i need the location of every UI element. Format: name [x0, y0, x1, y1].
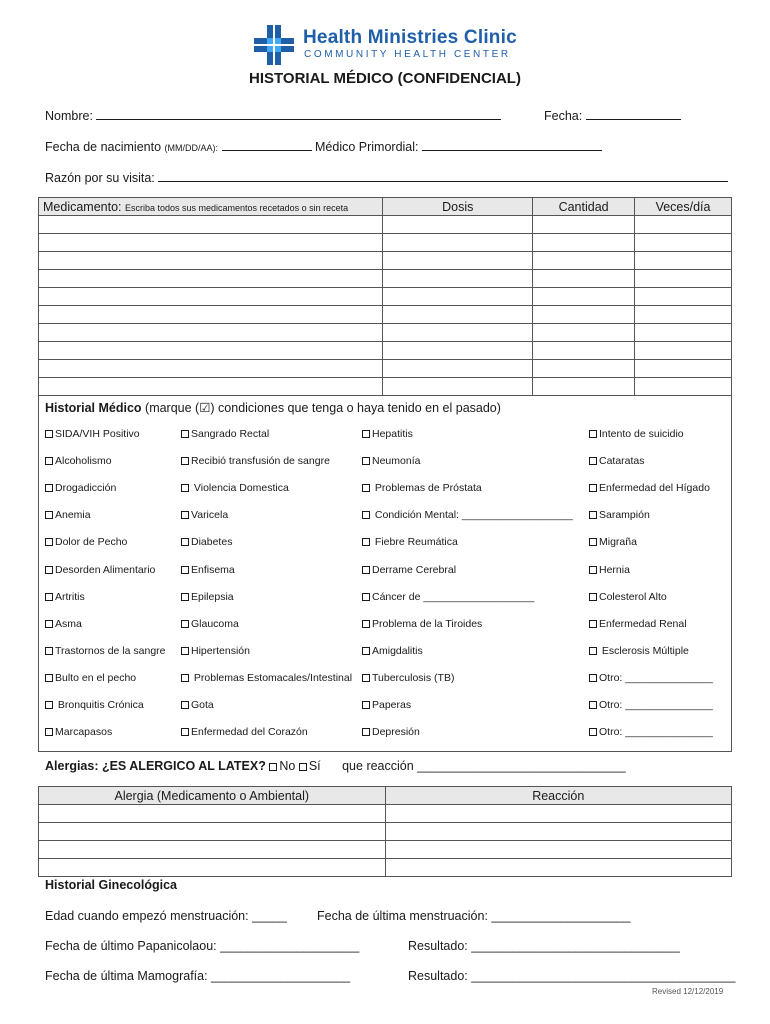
medication-row — [39, 270, 732, 288]
clinic-subtitle: COMMUNITY HEALTH CENTER — [304, 49, 511, 60]
checkbox-icon[interactable] — [362, 538, 370, 546]
condition-label: Sarampión — [599, 509, 650, 522]
condition-label: Bulto en el pecho — [55, 671, 137, 684]
checkbox-icon[interactable] — [181, 674, 189, 682]
checkbox-icon[interactable] — [362, 457, 370, 465]
latex-no-option[interactable] — [269, 759, 295, 773]
condition-checkbox-item[interactable] — [362, 536, 458, 548]
checkbox-icon[interactable] — [181, 620, 189, 628]
condition-label: Enfermedad del Corazón — [191, 726, 308, 739]
dob-field[interactable] — [45, 139, 602, 154]
medication-header-label: Medicamento: — [43, 199, 122, 214]
frequency-cell[interactable] — [635, 270, 732, 288]
quantity-cell[interactable] — [533, 288, 635, 306]
name-label: Nombre: — [45, 109, 93, 123]
condition-checkbox-item[interactable] — [181, 618, 239, 630]
latex-reaction-prompt: que reacción ______________________________ — [342, 759, 626, 773]
condition-label: Migraña — [599, 536, 637, 549]
condition-checkbox-item[interactable] — [45, 726, 112, 738]
checkbox-icon[interactable] — [181, 728, 189, 736]
dose-cell[interactable] — [383, 360, 533, 378]
condition-label: Desorden Alimentario — [55, 563, 156, 576]
reason-label: Razón por su visita: — [45, 171, 155, 185]
condition-label: Dolor de Pecho — [55, 536, 128, 549]
condition-label: Epilepsia — [191, 590, 234, 603]
condition-checkbox-item[interactable] — [181, 591, 234, 603]
checkbox-icon[interactable] — [45, 511, 53, 519]
checkbox-icon[interactable] — [45, 728, 53, 736]
quantity-cell[interactable] — [533, 252, 635, 270]
checkbox-icon[interactable] — [589, 620, 597, 628]
name-line[interactable] — [96, 108, 501, 120]
frequency-cell[interactable] — [635, 378, 732, 396]
allergy-cell[interactable] — [39, 859, 386, 877]
condition-checkbox-item[interactable] — [362, 672, 454, 684]
condition-checkbox-item[interactable] — [181, 509, 228, 521]
checkbox-icon[interactable] — [45, 620, 53, 628]
condition-label: Fiebre Reumática — [372, 536, 458, 549]
condition-checkbox-item[interactable] — [362, 645, 423, 657]
condition-checkbox-item[interactable] — [45, 509, 91, 521]
condition-checkbox-item[interactable] — [589, 536, 637, 548]
checkbox-icon[interactable] — [589, 593, 597, 601]
doctor-line[interactable] — [422, 139, 602, 151]
allergy-column-header: Alergia (Medicamento o Ambiental) — [39, 787, 386, 805]
condition-label: Hipertensión — [191, 644, 250, 657]
frequency-cell[interactable] — [635, 288, 732, 306]
condition-label: Hepatitis — [372, 428, 413, 440]
allergies-header-row — [39, 787, 732, 805]
condition-checkbox-item[interactable] — [45, 645, 166, 657]
reaction-cell[interactable] — [385, 841, 731, 859]
medication-cell[interactable] — [39, 342, 383, 360]
condition-checkbox-item[interactable] — [181, 536, 232, 548]
condition-label: Diabetes — [191, 536, 233, 549]
checkbox-icon[interactable] — [181, 566, 189, 574]
frequency-cell[interactable] — [635, 234, 732, 252]
checkbox-icon[interactable] — [181, 538, 189, 546]
medication-cell[interactable] — [39, 216, 383, 234]
medication-row — [39, 342, 732, 360]
condition-checkbox-item[interactable] — [589, 482, 710, 494]
frequency-cell[interactable] — [635, 306, 732, 324]
dob-line[interactable] — [222, 139, 312, 151]
condition-label: Cataratas — [599, 455, 645, 468]
allergy-cell[interactable] — [39, 823, 386, 841]
checkbox-icon[interactable] — [362, 674, 370, 682]
allergy-row — [39, 823, 732, 841]
medication-cell[interactable] — [39, 270, 383, 288]
frequency-cell[interactable] — [635, 342, 732, 360]
condition-label: Recibió transfusión de sangre — [191, 455, 330, 468]
condition-label: Drogadicción — [55, 482, 117, 495]
condition-checkbox-item[interactable] — [362, 591, 534, 603]
condition-label: Gota — [191, 699, 214, 711]
dob-format: (MM/DD/AA): — [164, 143, 219, 153]
condition-checkbox-item[interactable] — [589, 618, 687, 630]
checkbox-icon[interactable] — [589, 538, 597, 546]
checkbox-icon[interactable] — [269, 763, 277, 771]
condition-label: Glaucoma — [191, 617, 239, 630]
condition-checkbox-item[interactable] — [362, 482, 482, 494]
dose-cell[interactable] — [383, 288, 533, 306]
checkbox-icon[interactable] — [589, 674, 597, 682]
condition-checkbox-item[interactable] — [45, 564, 155, 576]
quantity-cell[interactable] — [533, 360, 635, 378]
condition-checkbox-item[interactable] — [362, 699, 411, 711]
medication-row — [39, 234, 732, 252]
condition-checkbox-item[interactable] — [589, 509, 650, 521]
checkbox-icon[interactable] — [362, 701, 370, 709]
checkbox-icon[interactable] — [181, 647, 189, 655]
dose-cell[interactable] — [383, 252, 533, 270]
condition-label: Trastornos de la sangre — [55, 644, 166, 657]
condition-checkbox-item[interactable] — [589, 591, 667, 603]
checkbox-icon[interactable] — [362, 511, 370, 519]
date-field[interactable] — [544, 108, 681, 123]
allergy-row — [39, 805, 732, 823]
checkbox-icon[interactable] — [589, 511, 597, 519]
date-label: Fecha: — [544, 109, 583, 123]
checkbox-icon[interactable] — [181, 701, 189, 709]
condition-label: Hernia — [599, 563, 630, 576]
checkbox-icon[interactable] — [589, 701, 597, 709]
condition-label: Cáncer de ___________________ — [372, 590, 535, 603]
checkbox-icon[interactable] — [362, 430, 370, 438]
condition-label: Derrame Cerebral — [372, 563, 457, 576]
condition-checkbox-item[interactable] — [45, 618, 82, 630]
condition-checkbox-item[interactable] — [589, 672, 713, 684]
revised-date: Revised 12/12/2019 — [652, 987, 724, 996]
doctor-label: Médico Primordial: — [315, 140, 419, 154]
condition-checkbox-item[interactable] — [362, 618, 482, 630]
frequency-column-header: Veces/día — [635, 198, 732, 216]
condition-checkbox-item[interactable] — [362, 726, 420, 738]
condition-checkbox-item[interactable] — [181, 455, 330, 467]
condition-label: Violencia Domestica — [191, 482, 289, 495]
checkbox-icon[interactable] — [362, 647, 370, 655]
dose-cell[interactable] — [383, 234, 533, 252]
condition-label: Neumonía — [372, 455, 421, 468]
condition-label: Condición Mental: ___________________ — [372, 509, 573, 522]
dob-label: Fecha de nacimiento — [45, 140, 162, 154]
condition-checkbox-item[interactable] — [45, 428, 140, 440]
last-period-field[interactable]: Fecha de última menstruación: ____________________ — [317, 909, 631, 923]
checkbox-icon[interactable] — [45, 538, 53, 546]
dose-cell[interactable] — [383, 324, 533, 342]
reaction-cell[interactable] — [385, 823, 731, 841]
checkbox-icon[interactable] — [362, 620, 370, 628]
allergy-cell[interactable] — [39, 841, 386, 859]
condition-checkbox-item[interactable] — [181, 726, 308, 738]
condition-checkbox-item[interactable] — [45, 536, 127, 548]
latex-yes-option[interactable] — [299, 759, 321, 773]
checkbox-icon[interactable] — [45, 430, 53, 438]
checkbox-icon[interactable] — [589, 430, 597, 438]
condition-label: Otro: _______________ — [599, 671, 713, 684]
condition-label: Anemia — [55, 509, 91, 522]
condition-checkbox-item[interactable] — [589, 645, 689, 657]
condition-label: Artritis — [55, 590, 85, 603]
latex-yes-label: Sí — [308, 759, 321, 773]
medication-cell[interactable] — [39, 360, 383, 378]
checkbox-icon[interactable] — [45, 457, 53, 465]
condition-checkbox-item[interactable] — [362, 564, 456, 576]
condition-checkbox-item[interactable] — [45, 699, 144, 711]
medical-history-title — [45, 400, 501, 415]
checkbox-icon[interactable] — [45, 647, 53, 655]
condition-label: Problemas de Próstata — [372, 482, 482, 495]
latex-question-label: Alergias: ¿ES ALERGICO AL LATEX? — [45, 759, 266, 773]
quantity-column-header: Cantidad — [533, 198, 635, 216]
condition-checkbox-item[interactable] — [181, 645, 250, 657]
condition-label: Paperas — [372, 699, 412, 711]
medication-row — [39, 216, 732, 234]
checkbox-icon[interactable] — [181, 484, 189, 492]
checkbox-icon[interactable] — [45, 484, 53, 492]
condition-checkbox-item[interactable] — [589, 428, 684, 440]
medications-header-row — [39, 198, 732, 216]
checkbox-icon[interactable] — [45, 701, 53, 709]
frequency-cell[interactable] — [635, 324, 732, 342]
quantity-cell[interactable] — [533, 378, 635, 396]
checkbox-icon[interactable] — [589, 728, 597, 736]
latex-allergy-question — [45, 759, 626, 773]
condition-label: Enfisema — [191, 563, 235, 576]
checkbox-icon[interactable] — [45, 566, 53, 574]
medication-row — [39, 360, 732, 378]
condition-label: Sangrado Rectal — [191, 428, 270, 440]
checkbox-icon[interactable] — [45, 674, 53, 682]
pap-date-field[interactable]: Fecha de último Papanicolaou: ____________________ — [45, 939, 360, 953]
allergy-row — [39, 859, 732, 877]
checkbox-icon[interactable] — [181, 511, 189, 519]
frequency-cell[interactable] — [635, 360, 732, 378]
condition-checkbox-item[interactable] — [181, 482, 289, 494]
condition-label: Tuberculosis (TB) — [372, 671, 455, 684]
quantity-cell[interactable] — [533, 324, 635, 342]
document-title: HISTORIAL MÉDICO (CONFIDENCIAL) — [249, 70, 521, 87]
medication-cell[interactable] — [39, 378, 383, 396]
medication-cell[interactable] — [39, 288, 383, 306]
condition-label: Amigdalitis — [372, 644, 423, 657]
date-line[interactable] — [586, 108, 681, 120]
reason-field[interactable] — [45, 170, 728, 185]
menarche-field[interactable]: Edad cuando empezó menstruación: _____ — [45, 909, 287, 923]
condition-label: Alcoholismo — [55, 455, 112, 468]
condition-label: Depresión — [372, 726, 420, 739]
dose-cell[interactable] — [383, 270, 533, 288]
medical-history-title-bold: Historial Médico — [45, 401, 142, 415]
condition-label: Otro: _______________ — [599, 699, 713, 711]
condition-label: Enfermedad Renal — [599, 617, 687, 630]
condition-checkbox-item[interactable] — [589, 699, 713, 711]
condition-label: SIDA/VIH Positivo — [55, 428, 140, 440]
medication-cell[interactable] — [39, 252, 383, 270]
dose-cell[interactable] — [383, 342, 533, 360]
checkbox-icon[interactable] — [45, 593, 53, 601]
medication-cell[interactable] — [39, 234, 383, 252]
checkbox-icon[interactable] — [181, 457, 189, 465]
checkbox-icon[interactable] — [299, 763, 307, 771]
medication-row — [39, 378, 732, 396]
mammogram-date-field[interactable]: Fecha de última Mamografía: ____________________ — [45, 969, 351, 983]
condition-label: Problemas Estomacales/Intestinal — [191, 671, 353, 684]
clinic-name: Health Ministries Clinic — [303, 27, 517, 48]
quantity-cell[interactable] — [533, 234, 635, 252]
reaction-column-header: Reacción — [385, 787, 731, 805]
quantity-cell[interactable] — [533, 306, 635, 324]
condition-label: Marcapasos — [55, 726, 113, 739]
condition-label: Esclerosis Múltiple — [599, 644, 689, 657]
reaction-cell[interactable] — [385, 859, 731, 877]
condition-label: Varicela — [191, 509, 229, 522]
condition-label: Intento de suicidio — [599, 428, 684, 440]
condition-checkbox-item[interactable] — [45, 482, 116, 494]
clinic-logo-cross-icon — [254, 25, 294, 65]
condition-label: Colesterol Alto — [599, 590, 667, 603]
medication-row — [39, 252, 732, 270]
condition-checkbox-item[interactable] — [45, 455, 112, 467]
checkbox-icon[interactable] — [589, 457, 597, 465]
latex-no-label: No — [279, 759, 296, 773]
checkbox-icon[interactable] — [181, 593, 189, 601]
checkbox-icon[interactable] — [362, 484, 370, 492]
condition-checkbox-item[interactable] — [45, 672, 136, 684]
condition-label: Bronquitis Crónica — [55, 699, 144, 711]
frequency-cell[interactable] — [635, 252, 732, 270]
checkbox-icon[interactable] — [362, 728, 370, 736]
frequency-cell[interactable] — [635, 216, 732, 234]
allergy-row — [39, 841, 732, 859]
medication-row — [39, 324, 732, 342]
checkbox-icon[interactable] — [589, 484, 597, 492]
medication-cell[interactable] — [39, 324, 383, 342]
allergies-table — [38, 786, 732, 877]
checkbox-icon[interactable] — [362, 566, 370, 574]
checkbox-icon[interactable] — [589, 647, 597, 655]
condition-label: Problema de la Tiroides — [372, 617, 483, 630]
checkbox-icon[interactable] — [181, 430, 189, 438]
medication-column-header — [39, 198, 383, 216]
quantity-cell[interactable] — [533, 216, 635, 234]
medication-row — [39, 288, 732, 306]
condition-checkbox-item[interactable] — [181, 699, 214, 711]
condition-checkbox-item[interactable] — [362, 428, 413, 440]
gyn-history-title: Historial Ginecológica — [45, 878, 177, 892]
dose-cell[interactable] — [383, 216, 533, 234]
condition-checkbox-item[interactable] — [362, 509, 573, 521]
name-field[interactable] — [45, 108, 501, 123]
condition-checkbox-item[interactable] — [181, 672, 352, 684]
condition-checkbox-item[interactable] — [181, 564, 235, 576]
medical-history-instructions: (marque (☑) condiciones que tenga o haya tenido en el pasado) — [145, 401, 501, 415]
medications-table — [38, 197, 732, 396]
reason-line[interactable] — [158, 170, 728, 182]
dose-column-header: Dosis — [383, 198, 533, 216]
pap-result-field[interactable]: Resultado: ______________________________ — [408, 939, 680, 953]
quantity-cell[interactable] — [533, 270, 635, 288]
condition-checkbox-item[interactable] — [362, 455, 420, 467]
condition-label: Asma — [55, 617, 82, 630]
mammogram-result-field[interactable]: Resultado: ______________________________________ — [408, 969, 736, 983]
checkbox-icon[interactable] — [589, 566, 597, 574]
allergy-cell[interactable] — [39, 805, 386, 823]
condition-checkbox-item[interactable] — [181, 428, 269, 440]
dose-cell[interactable] — [383, 378, 533, 396]
condition-label: Otro: _______________ — [599, 726, 713, 739]
medication-row — [39, 306, 732, 324]
checkbox-icon[interactable] — [362, 593, 370, 601]
condition-checkbox-item[interactable] — [45, 591, 85, 603]
condition-checkbox-item[interactable] — [589, 564, 630, 576]
medication-cell[interactable] — [39, 306, 383, 324]
medication-header-hint: Escriba todos sus medicamentos recetados o sin receta — [125, 202, 349, 213]
condition-checkbox-item[interactable] — [589, 726, 713, 738]
condition-checkbox-item[interactable] — [589, 455, 645, 467]
reaction-cell[interactable] — [385, 805, 731, 823]
dose-cell[interactable] — [383, 306, 533, 324]
condition-label: Enfermedad del Hígado — [599, 482, 710, 495]
quantity-cell[interactable] — [533, 342, 635, 360]
